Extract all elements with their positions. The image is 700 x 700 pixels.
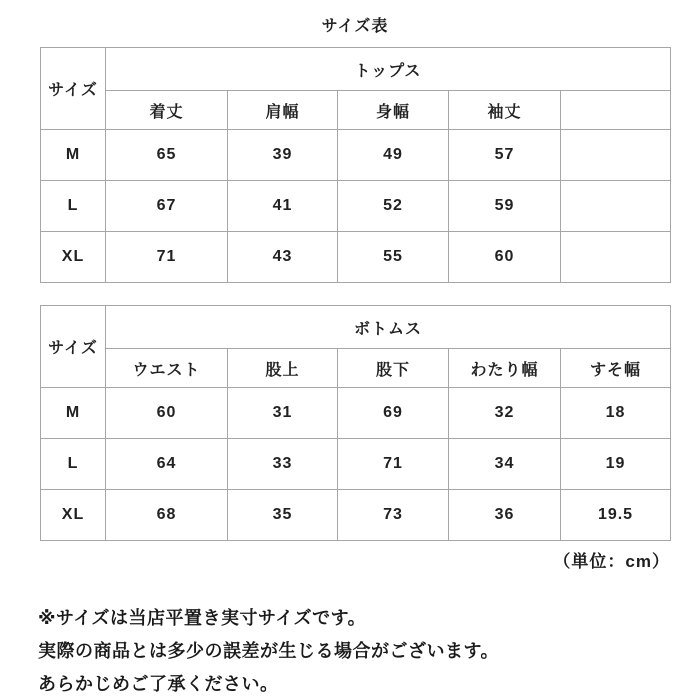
- table-row: [41, 48, 671, 91]
- column-header: 肩幅: [228, 91, 338, 130]
- footnote-line: ※サイズは当店平置き実寸サイズです。: [38, 608, 367, 628]
- page-title: サイズ表: [321, 18, 389, 35]
- size-corner-header: サイズ: [41, 48, 106, 130]
- column-header: 着丈: [106, 91, 228, 130]
- column-header: 股下: [338, 349, 449, 388]
- table-row: [41, 91, 671, 130]
- measurement-cell: 65: [106, 130, 228, 181]
- measurement-cell: [561, 181, 671, 232]
- measurement-cell: 18: [561, 388, 671, 439]
- column-header: 袖丈: [449, 91, 561, 130]
- measurement-cell: 49: [338, 130, 449, 181]
- column-header: 身幅: [338, 91, 449, 130]
- measurement-cell: 71: [338, 439, 449, 490]
- size-table-tops: [40, 47, 671, 283]
- size-row-label: L: [41, 439, 106, 490]
- size-row-label: XL: [41, 232, 106, 283]
- measurement-cell: 64: [106, 439, 228, 490]
- spacer: [0, 283, 700, 305]
- group-header-tops: トップス: [106, 48, 671, 91]
- table-row: [41, 388, 671, 439]
- measurement-cell: 59: [449, 181, 561, 232]
- table-row: [41, 490, 671, 541]
- column-header: すそ幅: [561, 349, 671, 388]
- measurement-cell: 33: [228, 439, 338, 490]
- size-row-label: L: [41, 181, 106, 232]
- measurement-cell: 19: [561, 439, 671, 490]
- measurement-cell: 36: [449, 490, 561, 541]
- column-header: ウエスト: [106, 349, 228, 388]
- table-row: [41, 349, 671, 388]
- measurement-cell: 57: [449, 130, 561, 181]
- column-header: わたり幅: [449, 349, 561, 388]
- unit-label: （単位：cm）: [553, 552, 670, 571]
- measurement-cell: 60: [449, 232, 561, 283]
- measurement-cell: 41: [228, 181, 338, 232]
- column-header: [561, 91, 671, 130]
- measurement-cell: 68: [106, 490, 228, 541]
- size-corner-header: サイズ: [41, 306, 106, 388]
- measurement-cell: 71: [106, 232, 228, 283]
- measurement-cell: 31: [228, 388, 338, 439]
- footnote-line: 実際の商品とは多少の誤差が生じる場合がございます。: [38, 641, 500, 661]
- size-row-label: XL: [41, 490, 106, 541]
- size-table-bottoms: [40, 305, 671, 541]
- group-header-bottoms: ボトムス: [106, 306, 671, 349]
- footnotes: [38, 602, 700, 700]
- table-row: [41, 232, 671, 283]
- measurement-cell: 34: [449, 439, 561, 490]
- measurement-cell: 52: [338, 181, 449, 232]
- size-row-label: M: [41, 388, 106, 439]
- measurement-cell: 35: [228, 490, 338, 541]
- measurement-cell: [561, 130, 671, 181]
- footnote-line: あらかじめご了承ください。: [38, 674, 279, 694]
- measurement-cell: 55: [338, 232, 449, 283]
- table-row: [41, 306, 671, 349]
- table-row: [41, 130, 671, 181]
- table-row: [41, 181, 671, 232]
- measurement-cell: 69: [338, 388, 449, 439]
- measurement-cell: 19.5: [561, 490, 671, 541]
- measurement-cell: 32: [449, 388, 561, 439]
- measurement-cell: 43: [228, 232, 338, 283]
- spacer: [0, 36, 700, 47]
- table-row: [41, 439, 671, 490]
- size-row-label: M: [41, 130, 106, 181]
- column-header: 股上: [228, 349, 338, 388]
- measurement-cell: 60: [106, 388, 228, 439]
- measurement-cell: [561, 232, 671, 283]
- measurement-cell: 67: [106, 181, 228, 232]
- measurement-cell: 39: [228, 130, 338, 181]
- measurement-cell: 73: [338, 490, 449, 541]
